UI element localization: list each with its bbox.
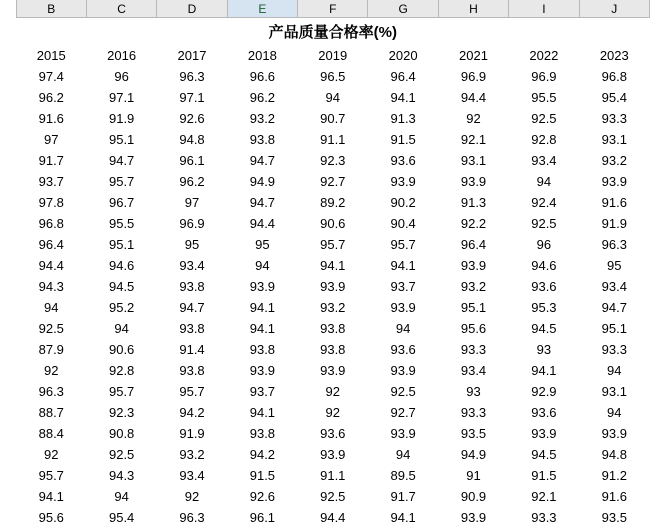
data-cell[interactable]: 93 (536, 342, 552, 357)
column-header-b[interactable]: B (16, 0, 86, 18)
year-cell[interactable]: 2017 (177, 47, 207, 63)
table-row (0, 444, 650, 465)
data-cell[interactable]: 97 (44, 132, 59, 147)
data-cell[interactable]: 94.7 (108, 153, 135, 168)
data-cell[interactable]: 94.5 (108, 279, 135, 294)
data-cell[interactable]: 94.3 (108, 468, 135, 483)
data-cell[interactable]: 93.9 (390, 300, 416, 315)
page-title: 产品质量合格率(%) (268, 23, 397, 41)
data-cell[interactable]: 96.2 (38, 90, 64, 105)
data-cell[interactable]: 92.5 (531, 216, 557, 231)
data-cell[interactable]: 94.7 (179, 300, 205, 315)
data-cell[interactable]: 94.6 (531, 258, 557, 273)
data-cell[interactable]: 93.2 (249, 111, 276, 126)
year-cell[interactable]: 2023 (599, 47, 629, 63)
data-cell[interactable]: 91 (466, 468, 481, 483)
data-cell[interactable]: 91.5 (390, 132, 416, 147)
data-cell[interactable]: 94 (114, 489, 129, 504)
data-cell[interactable]: 94.4 (460, 90, 487, 105)
data-cell[interactable]: 92.7 (390, 405, 416, 420)
data-cell[interactable]: 93.2 (601, 153, 627, 168)
data-cell[interactable]: 92 (466, 111, 481, 126)
data-cell[interactable]: 92 (325, 384, 340, 399)
data-cell[interactable]: 94.1 (38, 489, 64, 504)
data-cell[interactable]: 95.6 (38, 510, 64, 525)
table-row (0, 108, 650, 129)
data-cell[interactable]: 91.1 (320, 132, 346, 147)
data-cell[interactable]: 88.7 (38, 405, 64, 420)
table-row (0, 465, 650, 486)
table-row (0, 171, 650, 192)
data-cell[interactable]: 97.4 (38, 69, 64, 84)
data-cell[interactable]: 92.8 (531, 132, 557, 147)
table-row (0, 192, 650, 213)
data-cell[interactable]: 91.9 (179, 426, 205, 441)
column-header-row (0, 0, 650, 18)
data-cell[interactable]: 91.7 (390, 489, 416, 504)
table-row (0, 297, 650, 318)
data-cell[interactable]: 87.9 (38, 342, 64, 357)
data-cell[interactable]: 93.9 (460, 174, 487, 189)
data-cell[interactable]: 93.8 (249, 426, 276, 441)
table-row (0, 402, 650, 423)
data-cell[interactable]: 95.5 (108, 216, 135, 231)
data-cell[interactable]: 94.1 (249, 321, 276, 336)
data-cell[interactable]: 95 (184, 237, 200, 252)
table-row (0, 339, 650, 360)
data-cell[interactable]: 92.5 (390, 384, 416, 399)
data-cell[interactable]: 94 (114, 321, 129, 336)
data-cell[interactable]: 95.4 (108, 510, 135, 525)
data-cell[interactable]: 95.7 (108, 384, 135, 399)
data-cell[interactable]: 95.4 (601, 90, 627, 105)
column-header-d[interactable]: D (157, 0, 227, 18)
data-cell[interactable]: 92.8 (108, 363, 135, 378)
data-cell[interactable]: 94.3 (38, 279, 64, 294)
data-cell[interactable]: 93.7 (249, 384, 276, 399)
data-cell[interactable]: 92.3 (320, 153, 346, 168)
data-cell[interactable]: 93.3 (460, 405, 487, 420)
data-cell[interactable]: 93.9 (390, 174, 416, 189)
data-cell[interactable]: 93.5 (601, 510, 627, 525)
data-cell[interactable]: 93.4 (179, 258, 205, 273)
data-cell[interactable]: 96.6 (249, 69, 276, 84)
data-cell[interactable]: 90.8 (108, 426, 135, 441)
data-cell[interactable]: 95.1 (108, 132, 135, 147)
data-cell[interactable]: 94.1 (249, 300, 276, 315)
year-cell[interactable]: 2021 (459, 47, 488, 63)
data-cell[interactable]: 91.7 (38, 153, 64, 168)
data-cell[interactable]: 95 (255, 237, 270, 252)
year-cell[interactable]: 2018 (247, 47, 277, 63)
data-cell[interactable]: 90.2 (390, 195, 416, 210)
data-cell[interactable]: 96.3 (38, 384, 64, 399)
table-row (0, 276, 650, 297)
column-header-e[interactable]: E (227, 0, 297, 18)
data-cell[interactable]: 94.5 (531, 321, 557, 336)
data-cell[interactable]: 93.4 (601, 279, 627, 294)
data-cell[interactable]: 93.2 (320, 300, 346, 315)
column-header-j[interactable]: J (579, 0, 649, 18)
year-cell[interactable]: 2016 (107, 47, 137, 63)
data-cell[interactable]: 93.2 (460, 279, 487, 294)
data-cell[interactable]: 91.5 (249, 468, 276, 483)
data-cell[interactable]: 94 (395, 321, 411, 336)
data-cell[interactable]: 92.5 (320, 489, 346, 504)
data-cell[interactable]: 94 (44, 300, 59, 315)
data-cell[interactable]: 91.9 (601, 216, 627, 231)
data-cell[interactable]: 92.5 (38, 321, 64, 336)
data-cell[interactable]: 96.9 (179, 216, 205, 231)
title-row (0, 18, 650, 45)
row-header-strip (0, 0, 16, 492)
data-cell[interactable]: 94.1 (390, 510, 416, 525)
data-cell[interactable]: 92.1 (531, 489, 557, 504)
data-cell[interactable]: 92 (44, 363, 59, 378)
data-cell[interactable]: 91.6 (601, 489, 627, 504)
data-cell[interactable]: 93.9 (320, 279, 346, 294)
data-cell[interactable]: 97.8 (38, 195, 64, 210)
data-cell[interactable]: 91.3 (460, 195, 487, 210)
row-header[interactable] (0, 507, 16, 528)
data-cell[interactable]: 97.1 (179, 90, 205, 105)
data-cell[interactable]: 94.9 (249, 174, 276, 189)
data-cell[interactable]: 96.4 (38, 237, 64, 252)
data-cell[interactable]: 94.4 (249, 216, 276, 231)
table-row (0, 423, 650, 444)
data-cell[interactable]: 94.2 (249, 447, 276, 462)
data-cell[interactable]: 94.1 (531, 363, 557, 378)
data-cell[interactable]: 96.3 (601, 237, 627, 252)
data-cell[interactable]: 95 (607, 258, 622, 273)
table-row (0, 150, 650, 171)
data-cell[interactable]: 92.6 (249, 489, 276, 504)
data-cell[interactable]: 93.1 (601, 384, 627, 399)
data-cell[interactable]: 93.1 (601, 132, 627, 147)
data-cell[interactable]: 96.2 (179, 174, 205, 189)
data-cell[interactable]: 93.9 (390, 426, 416, 441)
column-header-f[interactable]: F (298, 0, 368, 18)
data-cell[interactable]: 96.5 (320, 69, 346, 84)
data-cell[interactable]: 96.2 (249, 90, 276, 105)
data-cell[interactable]: 91.1 (320, 468, 346, 483)
data-cell[interactable]: 94 (395, 447, 411, 462)
data-cell[interactable]: 92.7 (320, 174, 346, 189)
data-cell[interactable]: 91.6 (601, 195, 627, 210)
data-cell[interactable]: 93.6 (390, 342, 416, 357)
data-cell[interactable]: 93.8 (320, 342, 346, 357)
data-cell[interactable]: 95.7 (320, 237, 346, 252)
data-cell[interactable]: 93.9 (601, 426, 627, 441)
data-cell[interactable]: 93.9 (249, 363, 276, 378)
data-cell[interactable]: 96 (114, 69, 129, 84)
data-cell[interactable]: 94.5 (531, 447, 557, 462)
data-cell[interactable]: 95.7 (108, 174, 135, 189)
table-row (0, 87, 650, 108)
data-cell[interactable]: 96 (536, 237, 552, 252)
data-cell[interactable]: 93.6 (531, 405, 557, 420)
data-cell[interactable]: 96.8 (38, 216, 64, 231)
table-row (0, 66, 650, 87)
data-cell[interactable]: 96.8 (601, 69, 627, 84)
data-cell[interactable]: 94.1 (249, 405, 276, 420)
data-cell[interactable]: 94.7 (601, 300, 627, 315)
data-cell[interactable]: 96.9 (531, 69, 557, 84)
data-cell[interactable]: 92.4 (531, 195, 557, 210)
data-cell[interactable]: 96.1 (249, 510, 276, 525)
data-cell[interactable]: 92.1 (460, 132, 487, 147)
data-cell[interactable]: 94 (536, 174, 552, 189)
table-row (0, 381, 650, 402)
data-cell[interactable]: 91.6 (38, 111, 64, 126)
data-cell[interactable]: 95.7 (390, 237, 416, 252)
data-cell[interactable]: 95.1 (108, 237, 135, 252)
data-cell[interactable]: 94.7 (249, 153, 276, 168)
data-cell[interactable]: 93.9 (320, 363, 346, 378)
data-cell[interactable]: 96.3 (179, 510, 205, 525)
year-header-row (0, 44, 650, 66)
data-cell[interactable]: 93.9 (531, 426, 557, 441)
column-header-c[interactable]: C (86, 0, 156, 18)
data-cell[interactable]: 94.4 (320, 510, 346, 525)
data-cell[interactable]: 94.8 (179, 132, 205, 147)
data-cell[interactable]: 93 (466, 384, 481, 399)
data-cell[interactable]: 91.9 (108, 111, 135, 126)
data-cell[interactable]: 92 (44, 447, 59, 462)
data-cell[interactable]: 94 (255, 258, 270, 273)
data-cell[interactable]: 92.9 (531, 384, 557, 399)
data-cell[interactable]: 92.3 (108, 405, 135, 420)
year-cell[interactable]: 2019 (318, 47, 348, 63)
data-cell[interactable]: 93.6 (390, 153, 416, 168)
data-cell[interactable]: 97 (184, 195, 200, 210)
data-cell[interactable]: 90.6 (108, 342, 135, 357)
data-cell[interactable]: 96.4 (390, 69, 416, 84)
data-cell[interactable]: 88.4 (38, 426, 64, 441)
data-cell[interactable]: 90.6 (320, 216, 346, 231)
data-cell[interactable]: 94 (607, 405, 622, 420)
data-cell[interactable]: 92.5 (108, 447, 135, 462)
data-cell[interactable]: 92.5 (531, 111, 557, 126)
data-cell[interactable]: 93.5 (460, 426, 487, 441)
table-row (0, 213, 650, 234)
data-cell[interactable]: 93.9 (320, 447, 346, 462)
data-cell[interactable]: 96.4 (460, 237, 487, 252)
data-cell[interactable]: 92 (325, 405, 340, 420)
data-cell[interactable]: 93.9 (460, 258, 487, 273)
data-cell[interactable]: 90.9 (460, 489, 487, 504)
data-cell[interactable]: 97.1 (108, 90, 135, 105)
data-cell[interactable]: 93.8 (179, 321, 205, 336)
data-cell[interactable]: 93.3 (601, 111, 627, 126)
data-cell[interactable]: 89.2 (320, 195, 346, 210)
table-row (0, 129, 650, 150)
data-cell[interactable]: 96.9 (460, 69, 487, 84)
data-cell[interactable]: 94.7 (249, 195, 276, 210)
data-cell[interactable]: 93.8 (249, 132, 276, 147)
data-cell[interactable]: 94.1 (320, 258, 346, 273)
data-cell[interactable]: 95.7 (179, 384, 205, 399)
data-cell[interactable]: 93.8 (179, 279, 205, 294)
data-cell[interactable]: 91.5 (531, 468, 557, 483)
data-cell[interactable]: 93.9 (390, 363, 416, 378)
year-cell[interactable]: 2022 (529, 47, 559, 63)
data-cell[interactable]: 92.2 (460, 216, 487, 231)
data-cell[interactable]: 93.3 (601, 342, 627, 357)
data-cell[interactable]: 95.3 (531, 300, 557, 315)
data-cell[interactable]: 93.9 (249, 279, 276, 294)
data-cell[interactable]: 93.9 (601, 174, 627, 189)
data-cell[interactable]: 94.1 (390, 90, 416, 105)
data-cell[interactable]: 94 (607, 363, 622, 378)
data-cell[interactable]: 93.3 (460, 342, 487, 357)
data-cell[interactable]: 94.6 (108, 258, 135, 273)
data-cell[interactable]: 94.2 (179, 405, 205, 420)
data-cell[interactable]: 91.2 (601, 468, 627, 483)
data-cell[interactable]: 95.6 (460, 321, 487, 336)
table-row (0, 486, 650, 507)
year-cell[interactable]: 2020 (388, 47, 418, 63)
data-cell[interactable]: 96.7 (108, 195, 135, 210)
data-cell[interactable]: 94.8 (601, 447, 627, 462)
data-cell[interactable]: 96.3 (179, 69, 205, 84)
column-header-i[interactable]: I (509, 0, 579, 18)
data-cell[interactable]: 93.8 (320, 321, 346, 336)
data-cell[interactable]: 93.7 (390, 279, 416, 294)
data-cell[interactable]: 93.9 (460, 510, 487, 525)
year-cell[interactable]: 2015 (36, 47, 66, 63)
data-cell[interactable]: 93.6 (531, 279, 557, 294)
data-cell[interactable]: 93.8 (179, 363, 205, 378)
table-row (0, 360, 650, 381)
data-cell[interactable]: 90.7 (320, 111, 346, 126)
data-cell[interactable]: 89.5 (390, 468, 416, 483)
data-cell[interactable]: 93.4 (460, 363, 487, 378)
data-cell[interactable]: 93.1 (460, 153, 487, 168)
data-cell[interactable]: 93.2 (179, 447, 205, 462)
data-cell[interactable]: 93.7 (38, 174, 64, 189)
data-cell[interactable]: 94.4 (38, 258, 64, 273)
data-cell[interactable]: 95.7 (38, 468, 64, 483)
data-cell[interactable]: 95.1 (460, 300, 487, 315)
table-row (0, 234, 650, 255)
column-header-h[interactable]: H (438, 0, 508, 18)
column-header-g[interactable]: G (368, 0, 438, 18)
data-cell[interactable]: 95.2 (108, 300, 135, 315)
data-cell[interactable]: 91.4 (179, 342, 205, 357)
data-cell[interactable]: 95.1 (601, 321, 627, 336)
data-cell[interactable]: 91.3 (390, 111, 416, 126)
table-row (0, 255, 650, 276)
data-cell[interactable]: 96.1 (179, 153, 205, 168)
data-cell[interactable]: 92.6 (179, 111, 205, 126)
data-cell[interactable]: 90.4 (390, 216, 416, 231)
data-cell[interactable]: 95.5 (531, 90, 557, 105)
data-cell[interactable]: 93.4 (179, 468, 205, 483)
data-cell[interactable]: 94.1 (390, 258, 416, 273)
data-cell[interactable]: 94.9 (460, 447, 487, 462)
data-cell[interactable]: 94 (325, 90, 340, 105)
data-cell[interactable]: 93.8 (249, 342, 276, 357)
data-cell[interactable]: 92 (184, 489, 200, 504)
data-cell[interactable]: 93.3 (531, 510, 557, 525)
data-cell[interactable]: 93.4 (531, 153, 557, 168)
data-cell[interactable]: 93.6 (320, 426, 346, 441)
table-row (0, 507, 650, 528)
table-row (0, 318, 650, 339)
